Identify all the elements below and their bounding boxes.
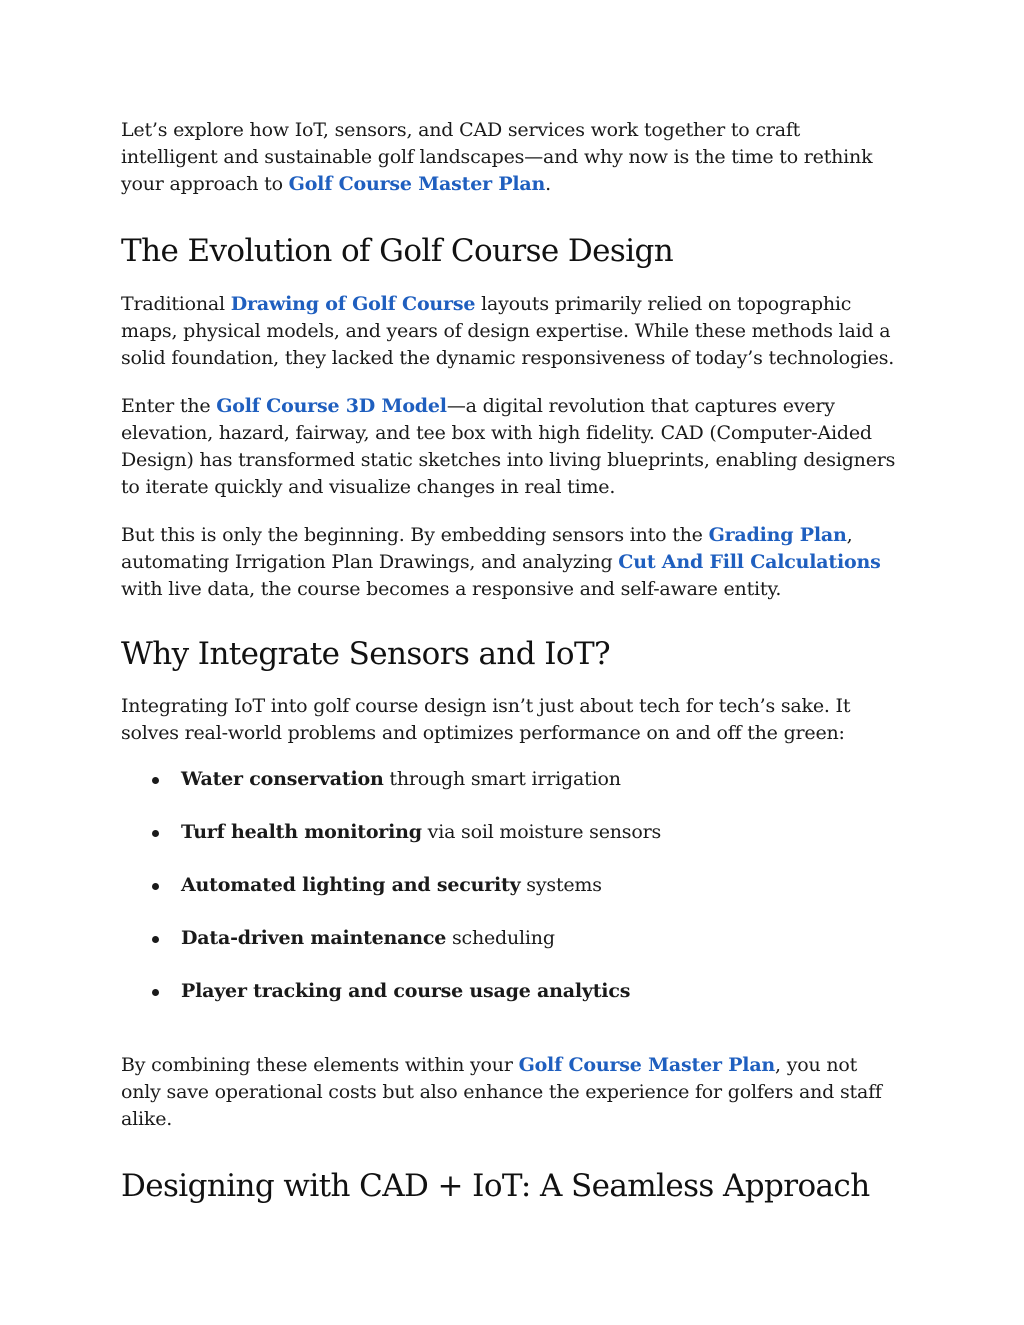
intro-paragraph bbox=[121, 117, 901, 198]
intro-text-end: . bbox=[545, 173, 551, 195]
cut-and-fill-calculations-link[interactable]: Cut And Fill Calculations bbox=[618, 551, 881, 573]
list-item bbox=[121, 978, 901, 1005]
list-item bbox=[121, 819, 901, 846]
document-page bbox=[121, 117, 901, 1206]
evolution-p3-text-end: with live data, the course becomes a responsive and self-aware entity. bbox=[121, 578, 782, 600]
evolution-p2-text-end: —a digital revolution that captures every elevation, hazard, fairway, and tee box with high fidelity. CAD (Computer-Aided Design) has transformed static sketches into living blueprints, enabling designers to iterate quickly and visualize changes in real time. bbox=[121, 395, 896, 498]
iot-closing-text: By combining these elements within your bbox=[121, 1054, 519, 1076]
list-item bbox=[121, 872, 901, 899]
intro-text: Let’s explore how IoT, sensors, and CAD services work together to craft intelligent and sustainable golf landscapes—and why now is the time to rethink your approach to bbox=[121, 119, 873, 195]
evolution-p3-text: But this is only the beginning. By embedding sensors into the bbox=[121, 524, 709, 546]
drawing-of-golf-course-link[interactable]: Drawing of Golf Course bbox=[230, 293, 476, 315]
grading-plan-link[interactable]: Grading Plan bbox=[708, 524, 847, 546]
bullet-icon bbox=[152, 989, 159, 996]
cad-iot-heading: Designing with CAD + IoT: A Seamless Approach bbox=[121, 1168, 870, 1204]
list-item-text: through smart irrigation bbox=[383, 768, 621, 790]
golf-course-master-plan-link-2[interactable]: Golf Course Master Plan bbox=[518, 1054, 776, 1076]
evolution-p1-text: Traditional bbox=[121, 293, 231, 315]
iot-closing-paragraph bbox=[121, 1052, 901, 1133]
evolution-p3-text-mid: , automating Irrigation Plan Drawings, and analyzing bbox=[121, 524, 853, 573]
bullet-icon bbox=[152, 830, 159, 837]
list-item-bold: Automated lighting and security bbox=[181, 874, 521, 896]
list-item bbox=[121, 925, 901, 952]
list-item-bold: Player tracking and course usage analytics bbox=[181, 980, 631, 1002]
list-item-text: systems bbox=[520, 874, 602, 896]
evolution-p2-text: Enter the bbox=[121, 395, 217, 417]
bullet-icon bbox=[152, 883, 159, 890]
evolution-p1-text-end: layouts primarily relied on topographic maps, physical models, and years of design expertise. While these methods laid a solid foundation, they lacked the dynamic responsiveness of today’s technologies. bbox=[121, 293, 895, 369]
bullet-icon bbox=[152, 777, 159, 784]
list-item-bold: Turf health monitoring bbox=[181, 821, 422, 843]
golf-course-master-plan-link[interactable]: Golf Course Master Plan bbox=[288, 173, 546, 195]
evolution-paragraph-1 bbox=[121, 291, 901, 372]
iot-closing-text-end: , you not only save operational costs but also enhance the experience for golfers and staff alike. bbox=[121, 1054, 882, 1130]
iot-heading: Why Integrate Sensors and IoT? bbox=[121, 636, 611, 672]
evolution-paragraph-2 bbox=[121, 393, 901, 501]
list-item-text: scheduling bbox=[446, 927, 555, 949]
list-item-bold: Water conservation bbox=[181, 768, 384, 790]
list-item-bold: Data-driven maintenance bbox=[181, 927, 447, 949]
benefits-list bbox=[121, 766, 901, 1005]
list-item bbox=[121, 766, 901, 793]
list-item-text: via soil moisture sensors bbox=[421, 821, 662, 843]
evolution-heading: The Evolution of Golf Course Design bbox=[121, 233, 674, 269]
iot-intro-paragraph: Integrating IoT into golf course design isn’t just about tech for tech’s sake. It solves real-world problems and optimizes performance on and off the green: bbox=[121, 695, 851, 744]
bullet-icon bbox=[152, 936, 159, 943]
golf-course-3d-model-link[interactable]: Golf Course 3D Model bbox=[216, 395, 447, 417]
evolution-paragraph-3 bbox=[121, 522, 901, 603]
